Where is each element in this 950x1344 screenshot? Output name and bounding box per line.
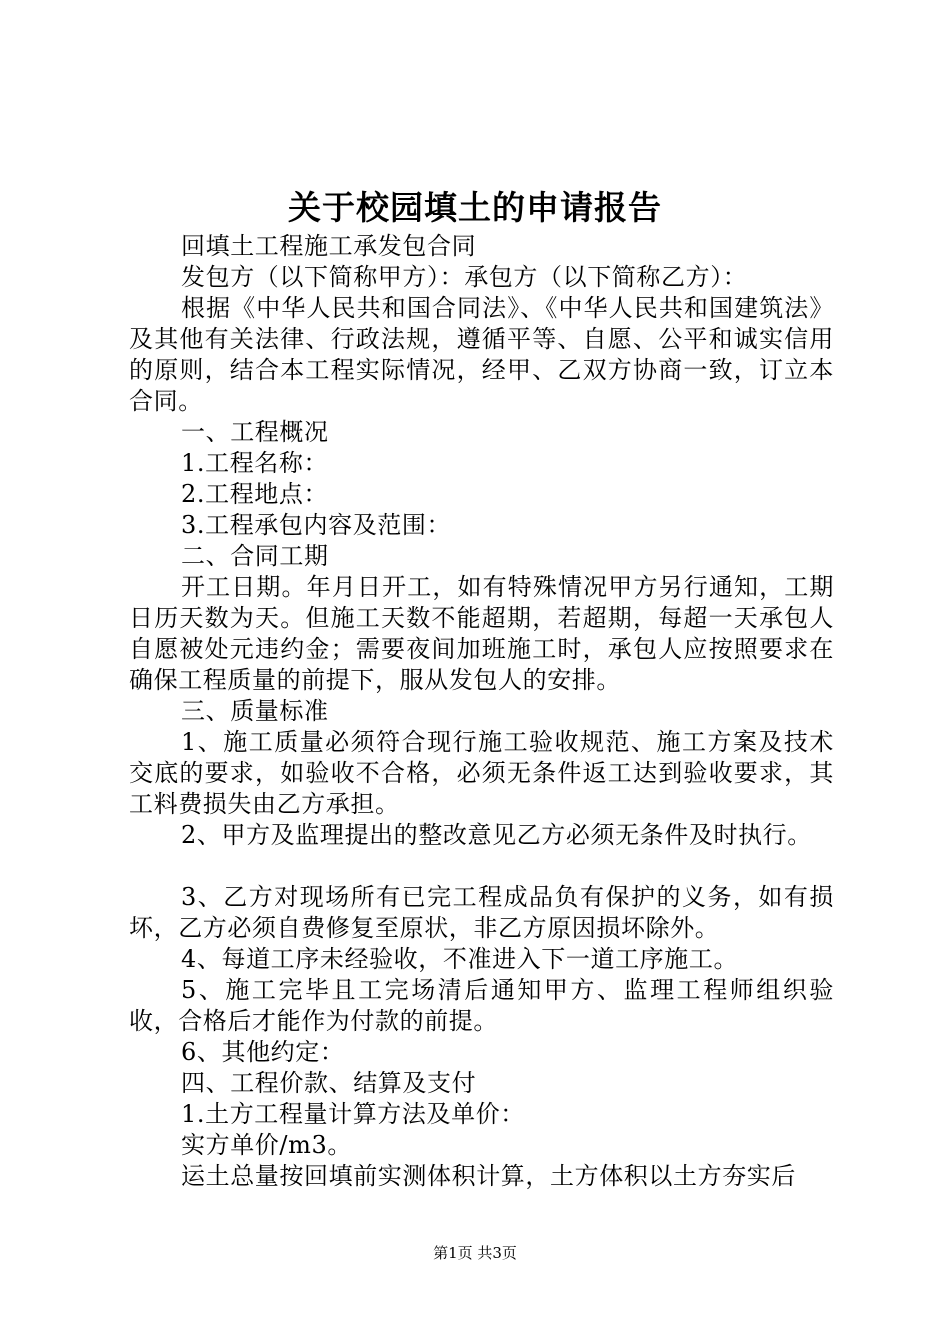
blank-line (129, 851, 834, 882)
paragraph: 开工日期。年月日开工，如有特殊情况甲方另行通知，工期日历天数为天。但施工天数不能超期，若超期，每超一天承包人自愿被处元违约金；需要夜间加班施工时，承包人应按照要求在确保工程质量的前提下，服从发包人的安排。 (129, 573, 834, 694)
paragraph: 1.工程名称： (181, 449, 329, 477)
section-heading: 三、质量标准 (181, 697, 329, 725)
section-heading: 二、合同工期 (181, 542, 329, 570)
paragraph: 4、每道工序未经验收，不准进入下一道工序施工。 (181, 945, 739, 973)
paragraph: 5、施工完毕且工完场清后通知甲方、监理工程师组织验收，合格后才能作为付款的前提。 (129, 976, 834, 1035)
paragraph: 根据《中华人民共和国合同法》、《中华人民共和国建筑法》及其他有关法律、行政法规，遵循平等、自愿、公平和诚实信用的原则，结合本工程实际情况，经甲、乙双方协商一致，订立本合同。 (129, 294, 834, 415)
paragraph: 3.工程承包内容及范围： (181, 511, 452, 539)
paragraph: 3、乙方对现场所有已完工程成品负有保护的义务，如有损坏，乙方必须自费修复至原状，非乙方原因损坏除外。 (129, 883, 834, 942)
paragraph: 6、其他约定： (181, 1038, 345, 1066)
section-heading: 一、工程概况 (181, 418, 329, 446)
page-footer: 第1页 共3页 (433, 1244, 517, 1262)
paragraph: 2.工程地点： (181, 480, 329, 508)
document-title: 关于校园填土的申请报告 (288, 188, 662, 227)
paragraph: 运土总量按回填前实测体积计算，土方体积以土方夯实后 (181, 1162, 796, 1190)
paragraph: 1、施工质量必须符合现行施工验收规范、施工方案及技术交底的要求，如验收不合格，必须无条件返工达到验收要求，其工料费损失由乙方承担。 (129, 728, 834, 818)
paragraph: 发包方（以下简称甲方）：承包方（以下简称乙方）： (181, 263, 748, 291)
paragraph: 实方单价/m3。 (181, 1131, 352, 1159)
paragraph: 回填土工程施工承发包合同 (181, 232, 477, 260)
document-body (129, 231, 834, 1192)
paragraph: 1.土方工程量计算方法及单价： (181, 1100, 525, 1128)
paragraph: 2、甲方及监理提出的整改意见乙方必须无条件及时执行。 (181, 821, 812, 849)
section-heading: 四、工程价款、结算及支付 (181, 1069, 477, 1097)
